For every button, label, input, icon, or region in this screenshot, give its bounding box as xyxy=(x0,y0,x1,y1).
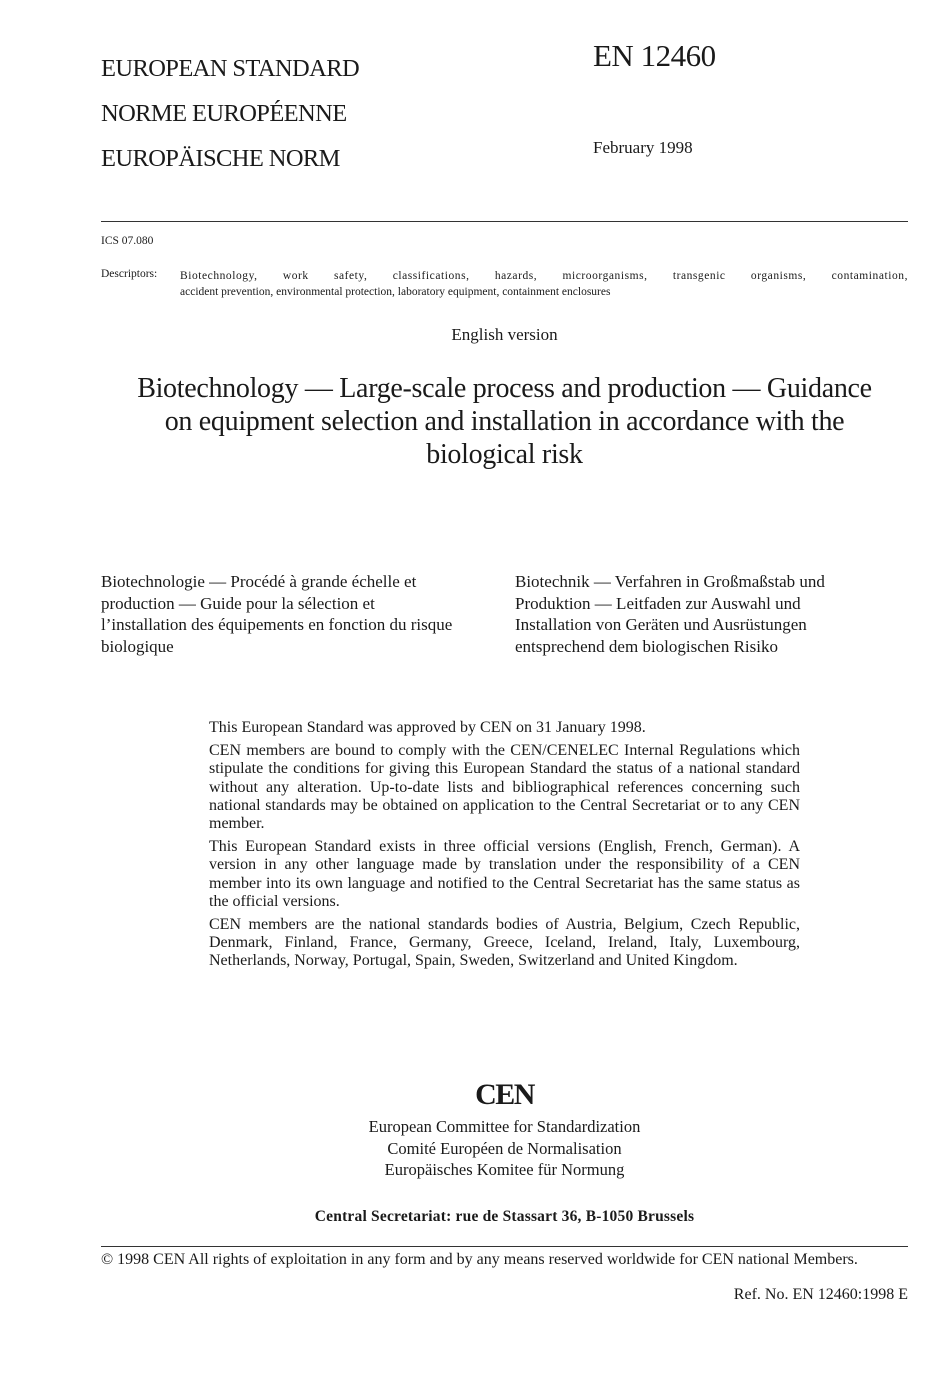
document-title xyxy=(101,372,908,471)
title-line: biological risk xyxy=(426,439,583,470)
designation-french: NORME EUROPÉENNE xyxy=(101,100,347,127)
standard-number: EN 12460 xyxy=(593,38,716,73)
cen-names xyxy=(0,1116,950,1181)
french-title xyxy=(101,571,501,657)
versions-paragraph: This European Standard exists in three official versions (English, French, German). A version in any other language made by translation under the responsibility of a CEN member into its own language and notified to the Central Secretariat has the same status as the official versions. xyxy=(209,838,800,910)
french-title-line: production — Guide pour la sélection et xyxy=(101,593,375,613)
central-secretariat-address: Central Secretariat: rue de Stassart 36, B-1050 Brussels xyxy=(314,1208,695,1225)
designation-german: EUROPÄISCHE NORM xyxy=(101,145,340,172)
cen-name-german: Europäisches Komitee für Normung xyxy=(384,1160,625,1179)
ics-code: ICS 07.080 xyxy=(101,235,154,247)
approval-statement xyxy=(209,719,800,976)
german-title-line: Biotechnik — Verfahren in Großmaßstab und xyxy=(515,572,825,591)
german-title-line: Produktion — Leitfaden zur Auswahl und xyxy=(515,593,801,613)
designation-english: EUROPEAN STANDARD xyxy=(101,55,360,82)
publication-date: February 1998 xyxy=(593,138,693,157)
cen-name-english: European Committee for Standardization xyxy=(368,1117,641,1136)
title-line: on equipment selection and installation in accordance with the xyxy=(164,406,845,437)
german-title-line: Installation von Geräten und Ausrüstungen xyxy=(515,615,807,635)
descriptors-text xyxy=(180,268,908,300)
compliance-paragraph: CEN members are bound to comply with the CEN/CENELEC Internal Regulations which stipulate the conditions for giving this European Standard the status of a national standard without any alteration. Up-to-date lists and bibliographical references concerning such national standards may be obtained on application to the Central Secretariat or to any CEN member. xyxy=(209,742,800,833)
descriptors-label: Descriptors: xyxy=(101,268,158,280)
descriptors-line-1: Biotechnology, work safety, classifications, hazards, microorganisms, transgenic organisms, contamination, xyxy=(180,270,908,282)
french-title-line: l’installation des équipements en fonction du risque xyxy=(101,615,453,635)
standard-designations xyxy=(101,46,359,181)
cen-name-french: Comité Européen de Normalisation xyxy=(387,1138,622,1158)
copyright-notice: © 1998 CEN All rights of exploitation in any form and by any means reserved worldwide for CEN national Members. xyxy=(101,1251,858,1268)
french-title-line: biologique xyxy=(101,636,174,656)
approval-paragraph: This European Standard was approved by CEN on 31 January 1998. xyxy=(209,719,646,736)
german-title-line: entsprechend dem biologischen Risiko xyxy=(515,636,778,656)
members-paragraph: CEN members are the national standards bodies of Austria, Belgium, Czech Republic, Denmark, Finland, France, Germany, Greece, Iceland, Ireland, Italy, Luxembourg, Netherlands, Norway, Portugal, Spain, Sweden, Switzerland and United Kingdom. xyxy=(209,916,800,970)
descriptors-line-2: accident prevention, environmental protection, laboratory equipment, containment enclosures xyxy=(180,286,611,298)
french-title-line: Biotechnologie — Procédé à grande échelle et xyxy=(101,572,417,591)
top-divider xyxy=(101,221,908,222)
reference-number: Ref. No. EN 12460:1998 E xyxy=(733,1286,908,1303)
language-version: English version xyxy=(451,325,558,344)
title-line: Biotechnology — Large-scale process and production — Guidance xyxy=(137,373,872,404)
cen-logo: CEN xyxy=(475,1078,534,1111)
german-title xyxy=(515,571,908,657)
bottom-divider xyxy=(101,1246,908,1247)
